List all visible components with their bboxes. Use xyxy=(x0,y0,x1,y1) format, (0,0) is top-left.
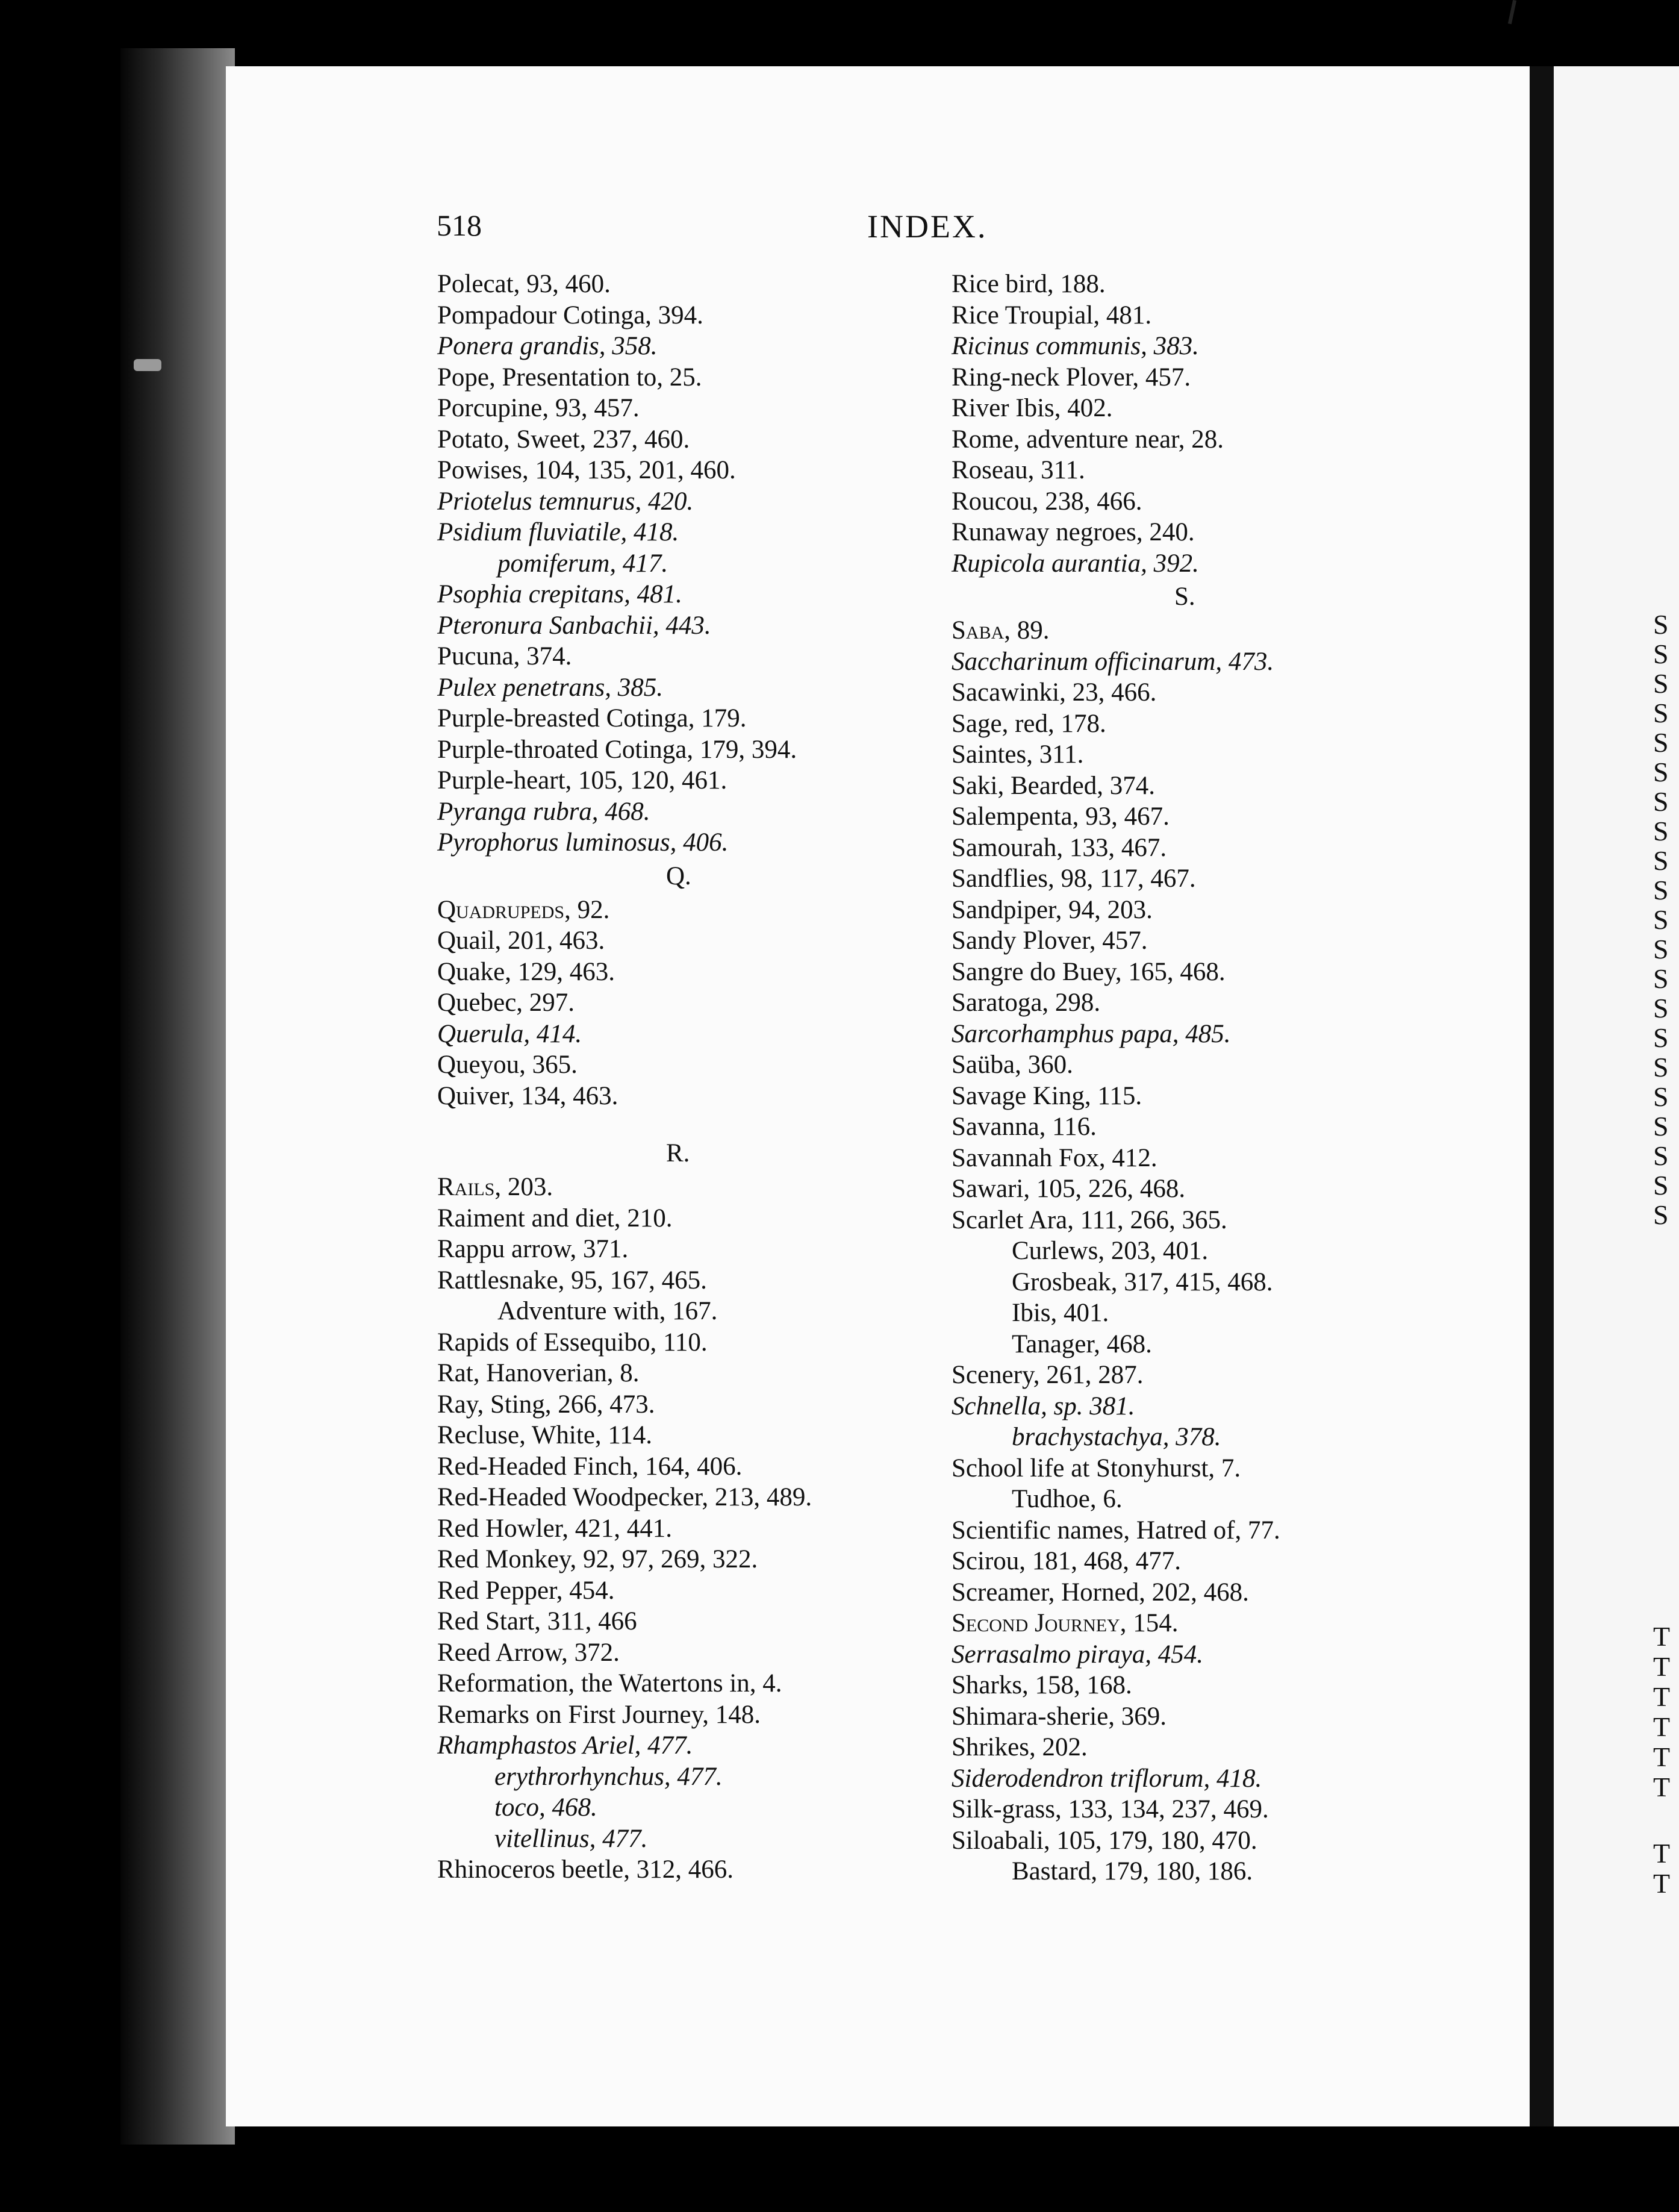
index-entry: Quake, 129, 463. xyxy=(437,957,615,986)
index-entry: Red Howler, 421, 441. xyxy=(437,1514,673,1543)
index-entry: Pteronura Sanbachii, 443. xyxy=(437,611,711,640)
index-entry: Saki, Bearded, 374. xyxy=(952,771,1155,800)
index-entry: Siderodendron triflorum, 418. xyxy=(952,1764,1262,1793)
index-entry: Ibis, 401. xyxy=(1012,1299,1109,1327)
index-entry: Scarlet Ara, 111, 266, 365. xyxy=(952,1205,1227,1234)
facing-page-letter: S xyxy=(1653,1081,1669,1112)
index-entry: Quebec, 297. xyxy=(437,989,575,1017)
index-entry: Savage King, 115. xyxy=(952,1081,1142,1110)
index-entry: Polecat, 93, 460. xyxy=(437,270,611,298)
index-entry: Tanager, 468. xyxy=(1012,1329,1152,1358)
index-entry: Red Start, 311, 466 xyxy=(437,1607,637,1636)
index-entry: Powises, 104, 135, 201, 460. xyxy=(437,456,736,484)
index-entry: Recluse, White, 114. xyxy=(437,1421,653,1449)
index-entry: Silk-grass, 133, 134, 237, 469. xyxy=(952,1795,1269,1823)
facing-page-letter: S xyxy=(1653,1140,1669,1171)
index-entry: Scenery, 261, 287. xyxy=(952,1361,1144,1389)
page-header xyxy=(437,208,1679,256)
facing-page-letter: S xyxy=(1653,904,1669,935)
scan-mark xyxy=(1508,0,1516,24)
index-entry: Schnella, sp. 381. xyxy=(952,1392,1135,1420)
index-entry: Quail, 201, 463. xyxy=(437,926,605,955)
page-number: 518 xyxy=(437,208,482,242)
index-entry: Reformation, the Watertons in, 4. xyxy=(437,1669,782,1698)
index-entry: Remarks on First Journey, 148. xyxy=(437,1700,761,1729)
facing-page-letter: T xyxy=(1653,1621,1671,1652)
index-entry: Curlews, 203, 401. xyxy=(1012,1237,1209,1265)
facing-page-letter: S xyxy=(1653,993,1669,1023)
index-entry: Savannah Fox, 412. xyxy=(952,1143,1157,1172)
index-entry: Adventure with, 167. xyxy=(497,1297,718,1325)
index-entry: Pyrophorus luminosus, 406. xyxy=(437,828,729,857)
index-entry: Quadrupeds, 92. xyxy=(437,895,610,924)
index-entry: Red Pepper, 454. xyxy=(437,1576,615,1605)
index-entry: Saba, 89. xyxy=(952,616,1050,645)
facing-page-letter: S xyxy=(1653,639,1669,669)
index-entry: Red-Headed Finch, 164, 406. xyxy=(437,1452,743,1481)
index-column-left xyxy=(437,269,949,1886)
facing-page-letter: S xyxy=(1653,786,1669,817)
index-entry: Purple-throated Cotinga, 179, 394. xyxy=(437,735,797,764)
facing-page-letter: S xyxy=(1653,1111,1669,1142)
index-entry: Roseau, 311. xyxy=(952,456,1085,484)
index-entry: Rails, 203. xyxy=(437,1173,553,1201)
index-entry: Shimara-sherie, 369. xyxy=(952,1702,1167,1731)
index-entry: vitellinus, 477. xyxy=(494,1824,648,1853)
index-entry: Scirou, 181, 468, 477. xyxy=(952,1547,1182,1575)
index-entry: Purple-breasted Cotinga, 179. xyxy=(437,704,747,733)
index-entry: Runaway negroes, 240. xyxy=(952,518,1195,546)
index-entry: Sandy Plover, 457. xyxy=(952,926,1148,955)
facing-page-letter: S xyxy=(1653,1199,1669,1230)
facing-page-letter: S xyxy=(1653,816,1669,846)
scan-artifact xyxy=(134,359,161,371)
facing-page-letter: S xyxy=(1653,698,1669,728)
index-entry: Rappu arrow, 371. xyxy=(437,1235,629,1263)
facing-page-letter: S xyxy=(1653,963,1669,994)
index-entry: Raiment and diet, 210. xyxy=(437,1204,673,1233)
running-title: INDEX. xyxy=(867,208,988,245)
index-entry: Rome, adventure near, 28. xyxy=(952,425,1224,454)
index-entry: Priotelus temnurus, 420. xyxy=(437,487,694,516)
index-entry: Saintes, 311. xyxy=(952,740,1084,769)
index-entry: Samourah, 133, 467. xyxy=(952,833,1167,862)
facing-page-edge xyxy=(1554,66,1679,2126)
index-entry: Ponera grandis, 358. xyxy=(437,332,658,360)
index-entry: Rat, Hanoverian, 8. xyxy=(437,1359,640,1387)
index-entry: School life at Stonyhurst, 7. xyxy=(952,1454,1241,1482)
index-entry: Sawari, 105, 226, 468. xyxy=(952,1175,1186,1203)
index-entry: Psidium fluviatile, 418. xyxy=(437,518,679,546)
index-entry: Saüba, 360. xyxy=(952,1051,1073,1079)
index-entry: Scientific names, Hatred of, 77. xyxy=(952,1516,1280,1545)
index-entry: Tudhoe, 6. xyxy=(1012,1485,1123,1513)
index-entry: Sacawinki, 23, 466. xyxy=(952,678,1157,707)
index-entry: Siloabali, 105, 179, 180, 470. xyxy=(952,1826,1257,1855)
index-entry: River Ibis, 402. xyxy=(952,394,1113,422)
index-entry: Sandpiper, 94, 203. xyxy=(952,895,1153,924)
index-entry: Saratoga, 298. xyxy=(952,989,1101,1017)
index-entry: toco, 468. xyxy=(494,1793,597,1822)
facing-page-letter: S xyxy=(1653,757,1669,787)
index-entry: Reed Arrow, 372. xyxy=(437,1638,620,1667)
index-entry: Rice bird, 188. xyxy=(952,270,1106,298)
facing-page-letter: S xyxy=(1653,934,1669,964)
index-entry: Serrasalmo piraya, 454. xyxy=(952,1640,1204,1669)
index-entry: Sangre do Buey, 165, 468. xyxy=(952,957,1226,986)
index-entry: Psophia crepitans, 481. xyxy=(437,580,682,608)
facing-page-letter: S xyxy=(1653,1052,1669,1083)
facing-page-letter: S xyxy=(1653,875,1669,905)
index-entry: Pyranga rubra, 468. xyxy=(437,797,650,826)
index-entry: Pucuna, 374. xyxy=(437,642,572,670)
index-entry: Sarcorhamphus papa, 485. xyxy=(952,1019,1231,1048)
index-entry: Rice Troupial, 481. xyxy=(952,301,1152,330)
index-entry: Second Journey, 154. xyxy=(952,1609,1179,1637)
facing-page-letter: T xyxy=(1653,1838,1671,1869)
index-entry: Sage, red, 178. xyxy=(952,709,1106,738)
index-entry: Sharks, 158, 168. xyxy=(952,1671,1132,1699)
index-entry: Querula, 414. xyxy=(437,1019,582,1048)
spacer xyxy=(437,1111,949,1136)
section-letter: R. xyxy=(666,1139,690,1167)
index-entry: Potato, Sweet, 237, 460. xyxy=(437,425,690,454)
facing-page-letter: T xyxy=(1653,1772,1671,1802)
facing-page-letter: T xyxy=(1653,1711,1671,1742)
index-entry: Purple-heart, 105, 120, 461. xyxy=(437,766,727,795)
index-entry: Rupicola aurantia, 392. xyxy=(952,549,1199,578)
index-entry: Ray, Sting, 266, 473. xyxy=(437,1390,655,1419)
facing-page-letter: S xyxy=(1653,727,1669,758)
facing-page-letter: S xyxy=(1653,668,1669,699)
index-entry: Quiver, 134, 463. xyxy=(437,1081,618,1110)
index-entry: Grosbeak, 317, 415, 468. xyxy=(1012,1267,1273,1296)
index-entry: brachystachya, 378. xyxy=(1012,1423,1221,1451)
index-entry: erythrorhynchus, 477. xyxy=(494,1762,723,1791)
index-entry: Rapids of Essequibo, 110. xyxy=(437,1328,708,1357)
index-entry: Bastard, 179, 180, 186. xyxy=(1012,1857,1253,1886)
index-entry: Porcupine, 93, 457. xyxy=(437,394,640,422)
index-entry: Savanna, 116. xyxy=(952,1113,1097,1141)
facing-page-letter: S xyxy=(1653,845,1669,876)
index-entry: Pompadour Cotinga, 394. xyxy=(437,301,703,330)
facing-page-letter: T xyxy=(1653,1681,1671,1712)
index-entry: Ring-neck Plover, 457. xyxy=(952,363,1191,392)
index-entry: Rhinoceros beetle, 312, 466. xyxy=(437,1855,734,1884)
facing-page-letter: S xyxy=(1653,1022,1669,1053)
index-entry: Salempenta, 93, 467. xyxy=(952,802,1170,831)
index-entry: Red-Headed Woodpecker, 213, 489. xyxy=(437,1483,812,1511)
section-letter: S. xyxy=(1174,583,1195,611)
page-gutter xyxy=(1530,66,1554,2126)
index-entry: Shrikes, 202. xyxy=(952,1733,1088,1761)
facing-page-letter: S xyxy=(1653,609,1669,640)
index-entry: Rattlesnake, 95, 167, 465. xyxy=(437,1266,707,1295)
index-entry: pomiferum, 417. xyxy=(497,549,668,578)
index-entry: Ricinus communis, 383. xyxy=(952,332,1199,360)
index-column-right xyxy=(952,269,1530,1887)
index-entry: Pulex penetrans, 385. xyxy=(437,673,663,702)
facing-page-letter: S xyxy=(1653,1170,1669,1201)
facing-page-letter: T xyxy=(1653,1651,1671,1682)
index-entry: Saccharinum officinarum, 473. xyxy=(952,647,1274,676)
index-entry: Pope, Presentation to, 25. xyxy=(437,363,702,392)
index-entry: Queyou, 365. xyxy=(437,1051,578,1079)
index-entry: Red Monkey, 92, 97, 269, 322. xyxy=(437,1545,758,1573)
index-entry: Screamer, Horned, 202, 468. xyxy=(952,1578,1249,1607)
index-entry: Roucou, 238, 466. xyxy=(952,487,1142,516)
index-entry: Sandflies, 98, 117, 467. xyxy=(952,864,1196,893)
section-letter: Q. xyxy=(666,861,691,890)
facing-page-letter: T xyxy=(1653,1868,1671,1899)
index-entry: Rhamphastos Ariel, 477. xyxy=(437,1731,693,1760)
facing-page-letter: T xyxy=(1653,1742,1671,1772)
